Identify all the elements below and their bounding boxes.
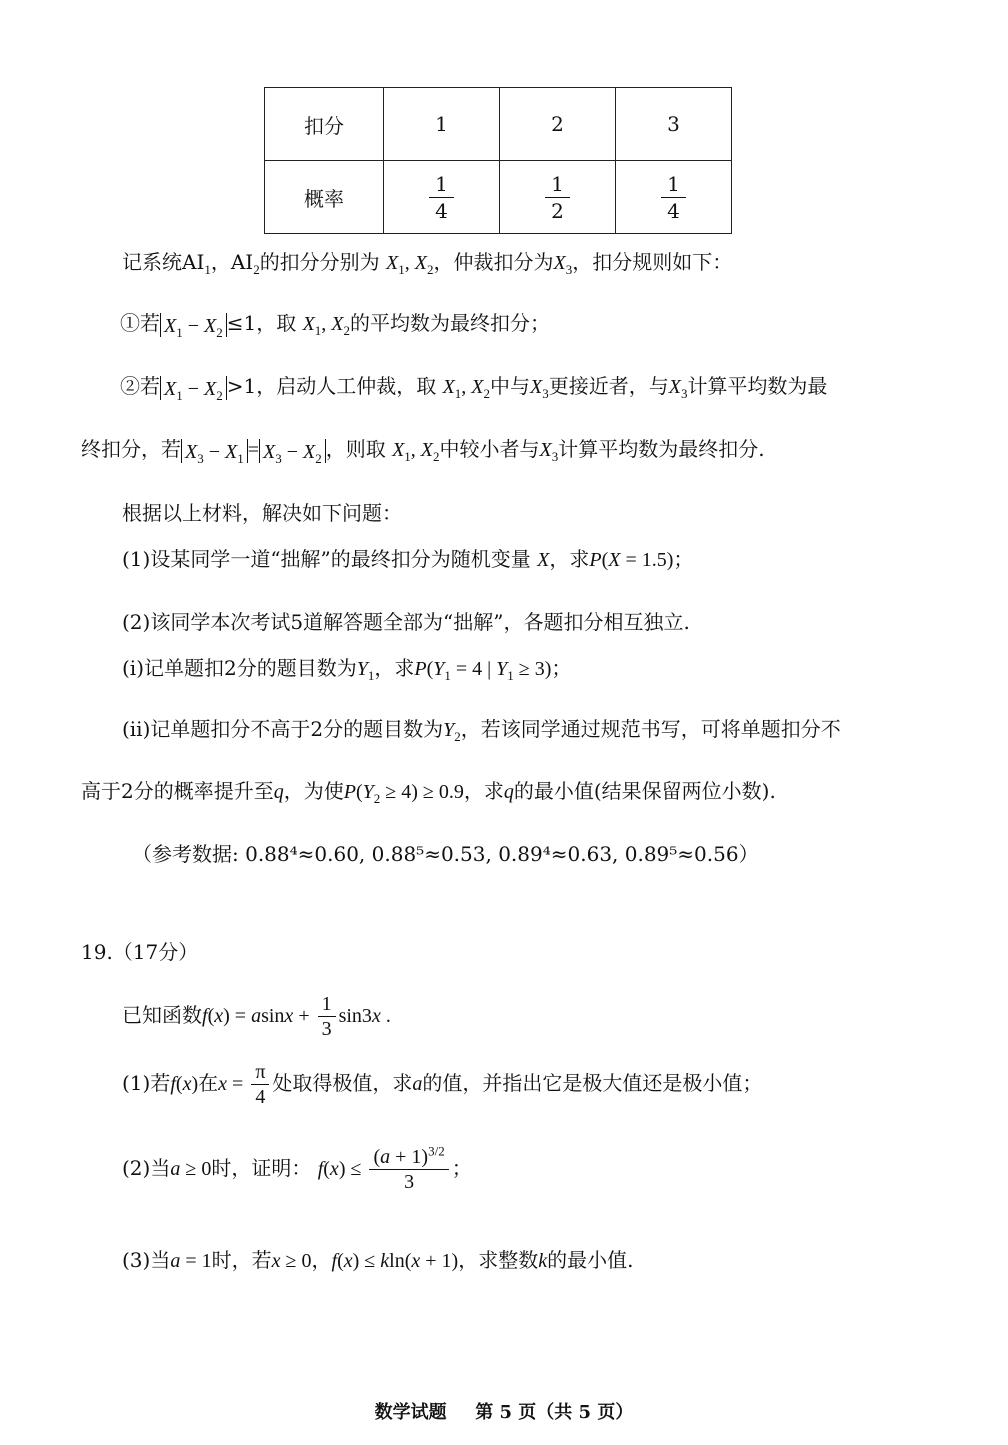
problem-19-function: 已知函数f(x) = asinx + $\frac{1}{3}$ sin3x . xyxy=(122,993,391,1040)
problem-19-part-3: (3)当a = 1时，若x ≥ 0，f(x) ≤ kln(x + 1)，求整数k的最小值. xyxy=(122,1248,634,1272)
score-probability-table xyxy=(264,87,732,234)
problem-19-part-1: (1)若f(x)在x = $\frac{\pi}{4}$ 处取得极值，求a的值，并指出它是极大值还是极小值； xyxy=(122,1061,763,1108)
questions-intro: 根据以上材料，解决如下问题： xyxy=(122,501,402,525)
question-2-ii-continued: 高于2分的概率提升至q，为使$P(Y_2 \ge 4) \ge 0.9$，求q的最小值(结果保留两位小数). xyxy=(81,779,776,806)
table-header-score: 扣分 xyxy=(265,88,384,161)
rule-2-line: ②若 $X_1 - X_2 >1$，启动人工仲裁，取 $X_1$, $X_2$中与$X_3$更接近者，与$X_3$计算平均数为最 xyxy=(120,374,828,403)
question-2-ii: (ⅱ)记单题扣分不高于2分的题目数为$Y_2$，若该同学通过规范书写，可将单题扣分不 xyxy=(122,717,841,744)
page-footer xyxy=(0,1398,1008,1424)
rule-2-line-continued: 终扣分，若 $X_3 - X_1 = X_3 - X_2$ ，则取 $X_1$, $X_2$中较小者与$X_3$计算平均数为最终扣分. xyxy=(81,437,765,466)
table-cell-score-3: 3 xyxy=(616,88,732,161)
reference-data: （参考数据: 0.88⁴≈0.60, 0.88⁵≈0.53, 0.89⁴≈0.63, 0.89⁵≈0.56） xyxy=(132,842,759,866)
table-row-scores xyxy=(265,88,732,161)
table-cell-score-1: 1 xyxy=(384,88,500,161)
table-cell-prob-3: $\frac{1}{4}$ xyxy=(616,161,732,234)
table-cell-prob-1: $\frac{1}{4}$ xyxy=(384,161,500,234)
footer-subject: 数学试题 xyxy=(374,1402,447,1423)
problem-19-part-2: (2)当a ≥ 0时，证明： f(x) ≤ $\frac{(a + 1)^{3/2}}{3}$ ； xyxy=(122,1143,472,1193)
problem-19-heading: 19.（17分） xyxy=(81,940,199,964)
footer-page-number: 第 5 页（共 5 页） xyxy=(475,1402,634,1423)
table-cell-score-2: 2 xyxy=(500,88,616,161)
table-cell-prob-2: $\frac{1}{2}$ xyxy=(500,161,616,234)
question-1: (1)设某同学一道“拙解”的最终扣分为随机变量 X，求P(X = 1.5)； xyxy=(122,547,694,571)
question-2-i: (ⅰ)记单题扣2分的题目数为$Y_1$，求$P(Y_1 = 4$ | $Y_1 \ge 3$)； xyxy=(122,656,572,683)
rule-intro-line: 记系统$AI_1$，$AI_2$的扣分分别为 $X_1$, $X_2$，仲裁扣分为$X_3$，扣分规则如下： xyxy=(122,250,733,277)
question-2: (2)该同学本次考试5道解答题全部为“拙解”，各题扣分相互独立. xyxy=(122,610,690,634)
table-header-probability: 概率 xyxy=(265,161,384,234)
table-row-probabilities xyxy=(265,161,732,234)
rule-1-line: ①若 $X_1 - X_2 \le 1$，取 $X_1$, $X_2$的平均数为最终扣分； xyxy=(120,311,550,340)
